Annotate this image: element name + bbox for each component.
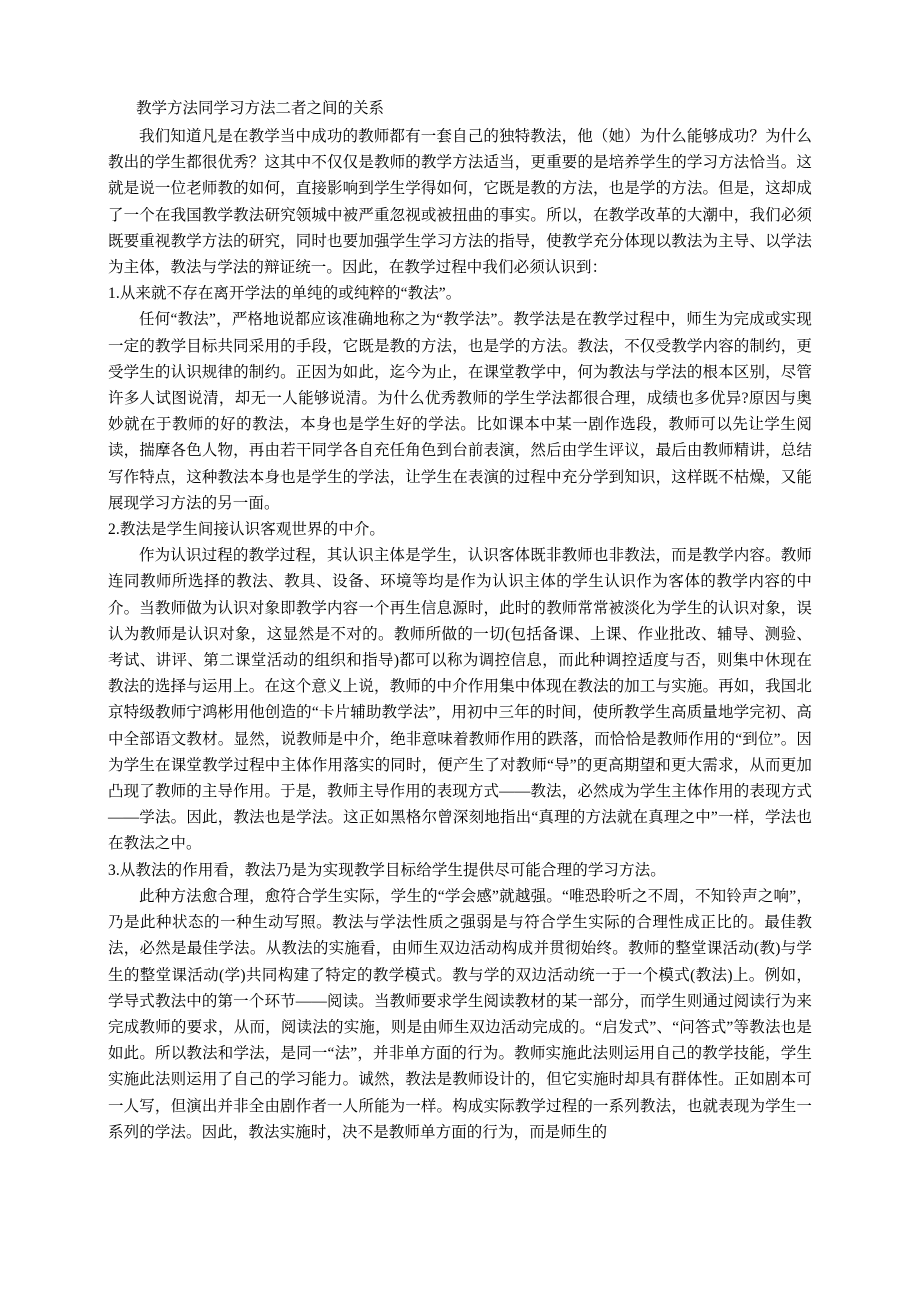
paragraph-intro: 我们知道凡是在教学当中成功的教师都有一套自己的独特教法，他（她）为什么能够成功？为什么教出的学生都很优秀？这其中不仅仅是教师的教学方法适当，更重要的是培养学生的学习方法恰当。这就是说一位老师教的如何，直接影响到学生学得如何，它既是教的方法，也是学的方法。但是，这却成了一个在我国教学教法研究领城中被严重忽视或被扭曲的事实。所以，在教学改革的大潮中，我们必须既要重视教学方法的研究，同时也要加强学生学习方法的指导，使教学充分体现以教法为主导、以学法为主体，教法与学法的辩证统一。因此，在教学过程中我们必须认识到： [108,128,812,277]
page-title: 教学方法同学习方法二者之间的关系 [136,100,385,117]
section-heading-2: 2.教法是学生间接认识客观世界的中介。 [108,521,386,539]
paragraph-section-3: 此种方法愈合理，愈符合学生实际，学生的“学会感”就越强。“唯恐聆听之不周，不知铃声之响”，乃是此种状态的一种生动写照。教法与学法性质之强弱是与符合学生实际的合理性成正比的。最佳教法，必然是最佳学法。从教法的实施看，由师生双边活动构成并贯彻始终。教师的整堂课活动(教)与学生的整堂课活动(学)共同构建了特定的教学模式。教与学的双边活动统一于一个模式(教法)上。例如，学导式教法中的第一个环节——阅读。当教师要求学生阅读教材的某一部分，而学生则通过阅读行为来完成教师的要求，从而，阅读法的实施，则是由师生双边活动完成的。“启发式”、“问答式”等教法也是如此。所以教法和学法，是同一“法”，并非单方面的行为。教师实施此法则运用自己的教学技能，学生实施此法则运用了自己的学习能力。诚然，教法是教师设计的，但它实施时却具有群体性。正如剧本可一人写，但演出并非全由剧作者一人所能为一样。构成实际教学过程的一系列教法，也就表现为学生一系列的学法。因此，教法实施时，决不是教师单方面的行为，而是师生的 [108,887,812,1141]
section-heading-1: 1.从来就不存在离开学法的单纯的或纯粹的“教法”。 [108,285,462,303]
paragraph-section-1: 任何“教法”，严格地说都应该准确地称之为“教学法”。教学法是在教学过程中，师生为完成或实现一定的教学目标共同采用的手段，它既是教的方法，也是学的方法。教法，不仅受教学内容的制约，更受学生的认识规律的制约。正因为如此，迄今为止，在课堂教学中，何为教法与学法的根本区别，尽管许多人试图说清，却无一人能够说清。为什么优秀教师的学生学法都很合理，成绩也多优异?原因与奥妙就在于教师的好的教法，本身也是学生好的学法。比如课本中某一剧作选段，教师可以先让学生阅读，揣摩各色人物，再由若干同学各自充任角色到台前表演，然后由学生评议，最后由教师精讲，总结写作特点，这种教法本身也是学生的学法，让学生在表演的过程中充分学到知识，这样既不枯燥，又能展现学习方法的另一面。 [108,311,812,512]
section-heading-3: 3.从教法的作用看，教法乃是为实现教学目标给学生提供尽可能合理的学习方法。 [108,861,666,879]
paragraph-section-2: 作为认识过程的教学过程，其认识主体是学生，认识客体既非教师也非教法，而是教学内容。教师连同教师所选择的教法、教具、设备、环境等均是作为认识主体的学生认识作为客体的教学内容的中介。当教师做为认识对象即教学内容一个再生信息源时，此时的教师常常被淡化为学生的认识对象，误认为教师是认识对象，这显然是不对的。教师所做的一切(包括备课、上课、作业批改、辅导、测验、考试、讲评、第二课堂活动的组织和指导)都可以称为调控信息，而此种调控适度与否，则集中休现在教法的选择与运用上。在这个意义上说，教师的中介作用集中体现在教法的加工与实施。再如，我国北京特级教师宁鸿彬用他创造的“卡片辅助教学法”，用初中三年的时间，使所教学生高质量地学完初、高中全部语文教材。显然，说教师是中介，绝非意味着教师作用的跌落，而恰恰是教师作用的“到位”。因为学生在课堂教学过程中主体作用落实的同时，便产生了对教师“导”的更高期望和更大需求，从而更加凸现了教师的主导作用。于是，教师主导作用的表现方式——教法，必然成为学生主体作用的表现方式——学法。因此，教法也是学法。这正如黑格尔曾深刻地指出“真理的方法就在真理之中”一样，学法也在教法之中。 [108,547,812,853]
